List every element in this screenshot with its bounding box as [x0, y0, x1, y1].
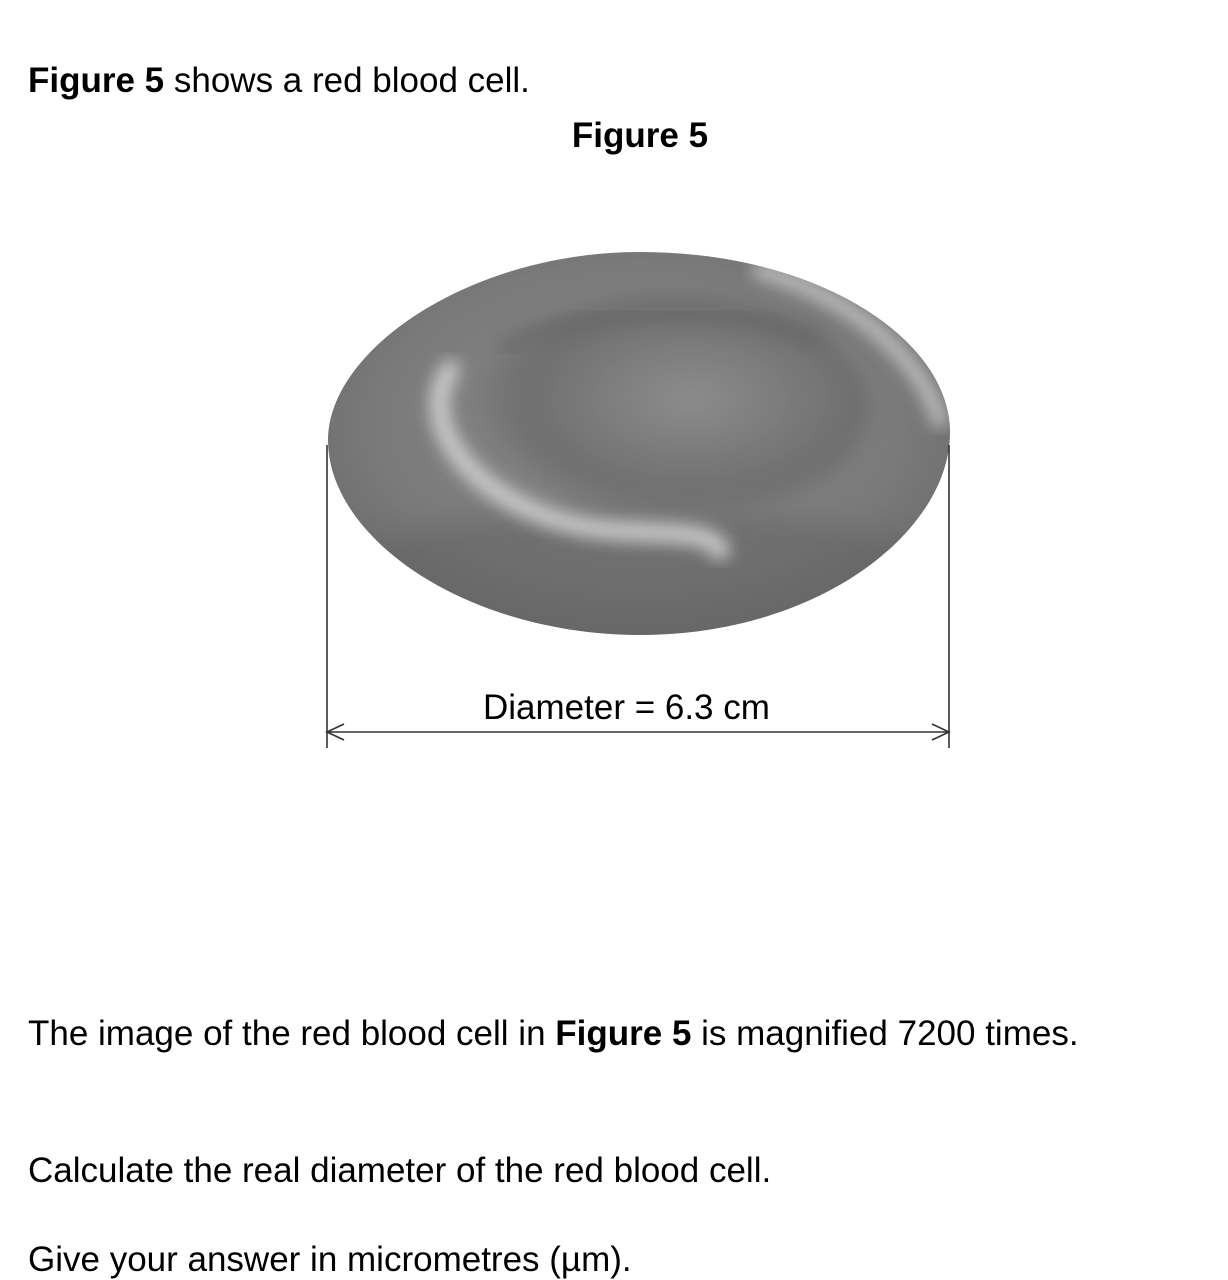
units-instruction: Give your answer in micrometres (µm).	[28, 1240, 632, 1279]
magnification-text-end: is magnified 7200 times.	[691, 1014, 1079, 1053]
figure-caption: Figure 5	[571, 116, 709, 155]
figure-reference: Figure 5	[555, 1014, 692, 1053]
intro-sentence	[28, 61, 530, 101]
diameter-label: Diameter = 6.3 cm	[483, 688, 770, 727]
task-instruction: Calculate the real diameter of the red blood cell.	[28, 1151, 772, 1190]
intro-text: shows a red blood cell.	[164, 61, 530, 100]
magnification-text-start: The image of the red blood cell in	[28, 1014, 556, 1053]
figure-reference: Figure 5	[28, 61, 165, 100]
red-blood-cell-illustration	[320, 252, 960, 670]
magnification-sentence	[28, 1014, 1079, 1054]
